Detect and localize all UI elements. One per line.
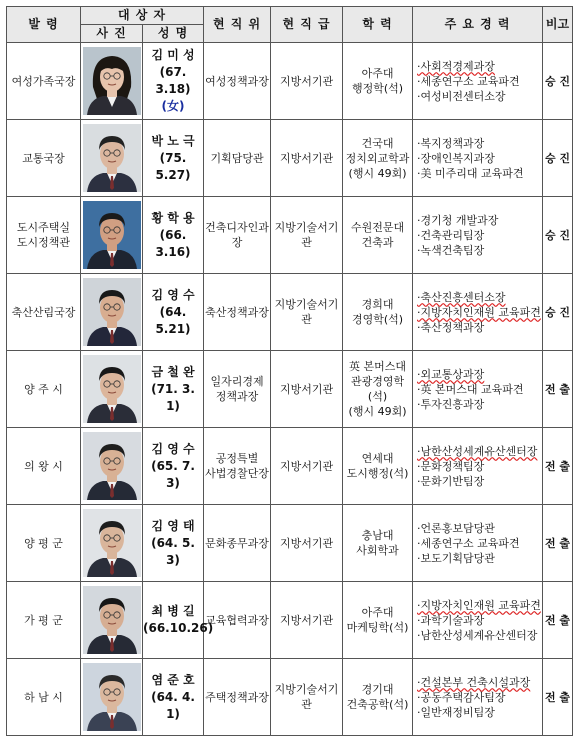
career-item: ·세종연구소 교육파견 xyxy=(417,536,520,550)
text-line: 수원전문대 xyxy=(350,221,405,234)
career-item: ·지방자치인재원 교육파견 xyxy=(417,598,541,612)
career-item: ·여성비전센터소장 xyxy=(417,89,506,103)
career-item: ·문화기반팀장 xyxy=(417,474,485,488)
text-line: (행시 49회) xyxy=(348,166,407,180)
photo-cell xyxy=(81,428,143,505)
career-list xyxy=(413,120,543,197)
table-row xyxy=(7,428,573,505)
note-badge: 승 진 xyxy=(543,120,573,197)
current-position xyxy=(204,197,271,274)
career-item: ·축산정책과장 xyxy=(417,320,485,334)
post-line: 축산산림국장 xyxy=(11,305,76,319)
gender-mark: (女) xyxy=(161,99,185,113)
position-line: 교육협력과장 xyxy=(205,613,269,627)
header-appointment: 발 령 xyxy=(7,7,81,43)
table-row xyxy=(7,197,573,274)
header-name: 성 명 xyxy=(143,25,204,43)
name-text: 김 영 태 xyxy=(151,518,195,533)
text-line: 마케팅학(석) xyxy=(346,621,409,634)
career-list xyxy=(413,43,543,120)
birth-date: (75. 5.27) xyxy=(155,150,191,182)
post-line: 가 평 군 xyxy=(24,613,63,627)
post-line: 도시정책관 xyxy=(16,236,71,249)
current-position xyxy=(204,505,271,582)
current-position xyxy=(204,351,271,428)
birth-date: (64. 5.21) xyxy=(155,304,191,336)
current-grade: 지방기술서기관 xyxy=(271,659,343,736)
text-line: 英 본머스대 xyxy=(349,360,407,373)
portrait-man-icon xyxy=(83,355,141,423)
text-line: 경희대 xyxy=(361,298,394,311)
appointment-post xyxy=(7,428,81,505)
current-grade: 지방서기관 xyxy=(271,428,343,505)
table-row xyxy=(7,351,573,428)
note-badge: 전 출 xyxy=(543,582,573,659)
career-list xyxy=(413,428,543,505)
person-name xyxy=(143,120,204,197)
photo-cell xyxy=(81,120,143,197)
position-line: 여성정책과장 xyxy=(205,74,269,88)
photo-cell xyxy=(81,505,143,582)
education xyxy=(343,43,413,120)
education xyxy=(343,197,413,274)
position-line: 일자리경제 xyxy=(210,375,264,388)
current-position xyxy=(204,428,271,505)
current-position xyxy=(204,43,271,120)
career-list xyxy=(413,505,543,582)
text-line: 경영학(석) xyxy=(351,313,404,326)
note-badge: 승 진 xyxy=(543,274,573,351)
birth-date: (66. 3.16) xyxy=(155,227,191,259)
person-name xyxy=(143,428,204,505)
header-target: 대 상 자 xyxy=(81,7,204,25)
career-item: ·남한산성세계유산센터장 xyxy=(417,444,538,458)
post-line: 양 주 시 xyxy=(24,382,63,396)
position-line: 공정특별 xyxy=(215,452,259,465)
text-line: 충남대 xyxy=(361,529,394,542)
current-position xyxy=(204,120,271,197)
current-grade: 지방서기관 xyxy=(271,505,343,582)
person-name xyxy=(143,659,204,736)
photo-cell xyxy=(81,582,143,659)
person-name xyxy=(143,43,204,120)
person-name xyxy=(143,351,204,428)
note-badge: 전 출 xyxy=(543,351,573,428)
name-text: 최 병 길 xyxy=(151,604,195,618)
portrait-man-icon xyxy=(83,432,141,500)
note-badge: 전 출 xyxy=(543,428,573,505)
portrait-woman-icon xyxy=(83,47,141,115)
appointment-post xyxy=(7,351,81,428)
personnel-table xyxy=(6,6,573,736)
table-row xyxy=(7,43,573,120)
text-line: 아주대 xyxy=(361,67,394,80)
career-item: ·공동주택감사팀장 xyxy=(417,690,506,704)
note-badge: 전 출 xyxy=(543,505,573,582)
career-item: ·경기청 개발과장 xyxy=(417,213,499,227)
career-item: ·건설본부 건축시설과장 xyxy=(417,675,531,689)
portrait-man-icon xyxy=(83,278,141,346)
header-current-grade: 현 직 급 xyxy=(271,7,343,43)
position-line: 축산정책과장 xyxy=(205,305,269,319)
career-item: ·복지정책과장 xyxy=(417,136,485,150)
career-item: ·문화정책팀장 xyxy=(417,459,485,473)
position-line: 정책과장 xyxy=(215,390,259,403)
photo-cell xyxy=(81,351,143,428)
position-line: 사법경찰단장 xyxy=(205,467,269,480)
name-text: 김 미 성 xyxy=(151,48,195,62)
appointment-post xyxy=(7,505,81,582)
header-note: 비고 xyxy=(543,7,573,43)
current-position xyxy=(204,582,271,659)
education xyxy=(343,659,413,736)
post-line: 의 왕 시 xyxy=(24,459,63,473)
text-line: 연세대 xyxy=(361,452,394,465)
table-row xyxy=(7,659,573,736)
career-list xyxy=(413,351,543,428)
name-text: 김 영 수 xyxy=(151,441,195,456)
text-line: 사회학과 xyxy=(356,544,399,557)
career-item: ·보도기획담당관 xyxy=(417,551,495,565)
note-badge: 전 출 xyxy=(543,659,573,736)
table-row xyxy=(7,582,573,659)
education xyxy=(343,351,413,428)
portrait-man-icon xyxy=(83,201,141,269)
photo-cell xyxy=(81,274,143,351)
portrait-man-icon xyxy=(83,586,141,654)
career-item: ·축산진흥센터소장 xyxy=(417,290,506,304)
text-line: 정치외교학과 xyxy=(345,151,410,165)
birth-date: (71. 3. 1) xyxy=(151,381,195,413)
text-line: 관광경영학(석) xyxy=(350,375,405,403)
note-badge: 승 진 xyxy=(543,43,573,120)
post-line: 양 평 군 xyxy=(24,536,63,550)
career-item: ·세종연구소 교육파견 xyxy=(417,74,520,88)
appointment-post xyxy=(7,582,81,659)
career-item: ·일반재정비팀장 xyxy=(417,705,495,719)
birth-date: (64. 4. 1) xyxy=(151,689,195,721)
name-text: 황 학 용 xyxy=(151,210,195,225)
education xyxy=(343,274,413,351)
text-line: (행시 49회) xyxy=(348,405,407,418)
person-name xyxy=(143,197,204,274)
header-education: 학 력 xyxy=(343,7,413,43)
education xyxy=(343,120,413,197)
header-career: 주 요 경 력 xyxy=(413,7,543,43)
person-name xyxy=(143,274,204,351)
post-line: 여성가족국장 xyxy=(11,74,76,88)
current-position xyxy=(204,274,271,351)
text-line: 건축공학(석) xyxy=(346,698,409,711)
table-row xyxy=(7,120,573,197)
name-text: 금 철 완 xyxy=(151,364,195,379)
career-item: ·사회적경제과장 xyxy=(417,59,495,73)
current-grade: 지방기술서기관 xyxy=(271,197,343,274)
table-row xyxy=(7,274,573,351)
name-text: 염 준 호 xyxy=(151,672,195,687)
career-item: ·지방자치인재원 교육파견 xyxy=(417,305,541,319)
birth-date: (65. 7. 3) xyxy=(151,458,195,490)
photo-cell xyxy=(81,43,143,120)
post-line: 도시주택실 xyxy=(16,221,71,234)
career-item: ·과학기술과장 xyxy=(417,613,485,627)
career-item: ·투자진흥과장 xyxy=(417,397,485,411)
career-item: ·건축관리팀장 xyxy=(417,228,485,242)
person-name xyxy=(143,505,204,582)
current-grade: 지방기술서기관 xyxy=(271,274,343,351)
current-grade: 지방서기관 xyxy=(271,120,343,197)
text-line: 건국대 xyxy=(361,136,394,150)
table-row xyxy=(7,505,573,582)
career-list xyxy=(413,274,543,351)
career-item: ·외교통상과장 xyxy=(417,367,485,381)
birth-date: (64. 5. 3) xyxy=(151,535,195,567)
position-line: 건축디자인과장 xyxy=(205,221,269,249)
text-line: 건축과 xyxy=(361,236,394,249)
career-list xyxy=(413,582,543,659)
current-grade: 지방서기관 xyxy=(271,43,343,120)
appointment-post xyxy=(7,43,81,120)
education xyxy=(343,428,413,505)
name-text: 박 노 극 xyxy=(151,133,195,148)
career-item: ·英 본머스대 교육파견 xyxy=(417,382,524,396)
portrait-man-icon xyxy=(83,663,141,731)
position-line: 기획담당관 xyxy=(210,151,264,165)
education xyxy=(343,505,413,582)
career-item: ·남한산성세계유산센터장 xyxy=(417,628,538,642)
text-line: 아주대 xyxy=(361,606,394,619)
career-list xyxy=(413,197,543,274)
name-text: 김 영 수 xyxy=(151,287,195,302)
career-list xyxy=(413,659,543,736)
photo-cell xyxy=(81,197,143,274)
photo-cell xyxy=(81,659,143,736)
note-badge: 승 진 xyxy=(543,197,573,274)
portrait-man-icon xyxy=(83,124,141,192)
birth-date: (67. 3.18) xyxy=(155,65,191,96)
birth-date: (66.10.26) xyxy=(143,621,214,635)
post-line: 교통국장 xyxy=(22,151,65,165)
text-line: 행정학(석) xyxy=(351,82,404,95)
career-item: ·녹색건축팀장 xyxy=(417,243,485,257)
career-item: ·美 미주리대 교육파견 xyxy=(417,166,524,180)
text-line: 도시행정(석) xyxy=(346,467,409,480)
current-grade: 지방서기관 xyxy=(271,351,343,428)
position-line: 주택정책과장 xyxy=(205,690,269,704)
header-current-position: 현 직 위 xyxy=(204,7,271,43)
post-line: 하 남 시 xyxy=(24,690,63,704)
position-line: 문화종무과장 xyxy=(205,536,269,550)
header-photo: 사 진 xyxy=(81,25,143,43)
portrait-man-icon xyxy=(83,509,141,577)
appointment-post xyxy=(7,197,81,274)
current-position xyxy=(204,659,271,736)
appointment-post xyxy=(7,274,81,351)
appointment-post xyxy=(7,120,81,197)
current-grade: 지방서기관 xyxy=(271,582,343,659)
person-name xyxy=(143,582,214,659)
text-line: 경기대 xyxy=(361,683,394,696)
education xyxy=(343,582,413,659)
appointment-post xyxy=(7,659,81,736)
career-item: ·장애인복지과장 xyxy=(417,151,495,165)
career-item: ·언론홍보담당관 xyxy=(417,521,495,535)
